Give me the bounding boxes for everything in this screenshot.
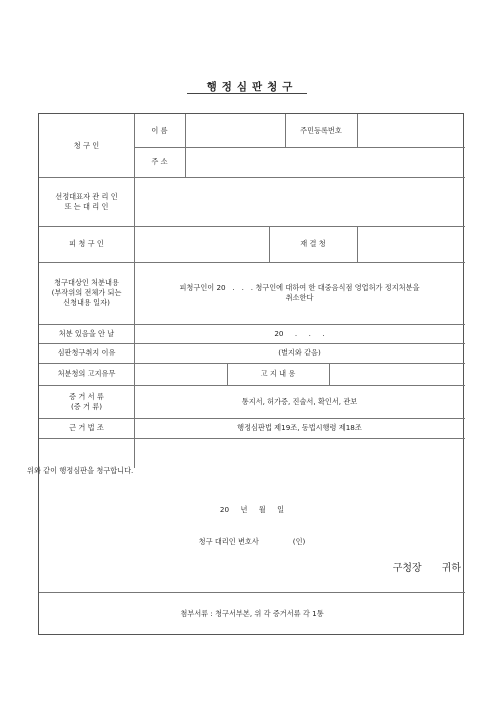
title-underline bbox=[187, 93, 307, 94]
addressee-line bbox=[339, 561, 461, 577]
representative-label bbox=[39, 177, 134, 226]
disposition-content-line2: 취소한다 bbox=[285, 293, 314, 302]
address-label: 주 소 bbox=[151, 157, 168, 166]
name-label: 이 름 bbox=[151, 125, 168, 135]
representative-label-line1: 선정대표자 관 리 인 bbox=[55, 191, 118, 201]
address-field[interactable] bbox=[185, 147, 465, 177]
evidence-label-line2: (증 거 류) bbox=[70, 401, 102, 411]
notice-content-field[interactable] bbox=[329, 363, 465, 385]
evidence-label-line1: 증 거 서 류 bbox=[69, 391, 104, 401]
representative-field[interactable] bbox=[134, 177, 465, 226]
evidence-label bbox=[39, 385, 134, 418]
disposition-label-line1: 청구대상인 처분내용 bbox=[54, 278, 119, 287]
notice-content-label: 고 지 내 용 bbox=[260, 369, 296, 378]
claimant-label: 청 구 인 bbox=[73, 140, 100, 150]
document-title: 행정심판청구 bbox=[206, 81, 298, 93]
addressee: 구청장 bbox=[392, 563, 422, 574]
honorific: 귀하 bbox=[441, 563, 461, 574]
seal-mark[interactable]: (인) bbox=[292, 537, 306, 546]
disposition-label-line3: 신청내용 일자) bbox=[63, 298, 110, 307]
declaration-text: 위와 같이 행정심판을 청구합니다. bbox=[27, 466, 134, 475]
disposition-label-line2: (부작위의 전체가 되는 bbox=[51, 288, 122, 297]
knowledge-date-field[interactable]: 20 . . . bbox=[274, 328, 325, 338]
respondent-field[interactable] bbox=[134, 226, 269, 262]
legal-basis-field[interactable]: 행정심판법 제19조, 동법시행령 제18조 bbox=[237, 423, 362, 432]
respondent-label: 피 청 구 인 bbox=[69, 239, 104, 248]
ruling-agency-field[interactable] bbox=[357, 226, 465, 262]
rrn-field[interactable] bbox=[357, 114, 465, 147]
disposition-content-line1: 피청구인이 20 . . . 청구인에 대하여 한 대중음식점 영업허가 정지처분을 bbox=[179, 283, 420, 292]
notice-field[interactable] bbox=[134, 363, 227, 385]
petition-form bbox=[27, 113, 464, 635]
knowledge-date-label: 처분 있음을 안 날 bbox=[58, 328, 115, 338]
disposition-content[interactable] bbox=[134, 262, 465, 324]
ruling-agency-label: 재 결 청 bbox=[300, 239, 326, 248]
signer-label: 청구 대리인 변호사 bbox=[198, 537, 259, 546]
signer-line bbox=[39, 535, 465, 549]
evidence-field[interactable]: 통지서, 허가증, 진술서, 확인서, 관보 bbox=[241, 396, 358, 406]
date-line[interactable]: 20 년 월 일 bbox=[219, 505, 285, 514]
row-divider bbox=[39, 438, 465, 439]
reason-field[interactable]: (별지와 같음) bbox=[278, 348, 321, 357]
attachments-note: 첨부서류 : 청구서부본, 위 각 증거서류 각 1통 bbox=[180, 608, 324, 618]
notice-label: 처분청의 고지유무 bbox=[57, 369, 116, 378]
reason-label: 심판청구취지 이유 bbox=[57, 348, 116, 357]
representative-label-line2: 또 는 대 리 인 bbox=[64, 201, 109, 211]
legal-basis-label: 근 거 법 조 bbox=[69, 423, 104, 432]
rrn-label: 주민등록번호 bbox=[300, 125, 342, 135]
name-field[interactable] bbox=[185, 114, 285, 147]
disposition-label bbox=[39, 262, 134, 324]
